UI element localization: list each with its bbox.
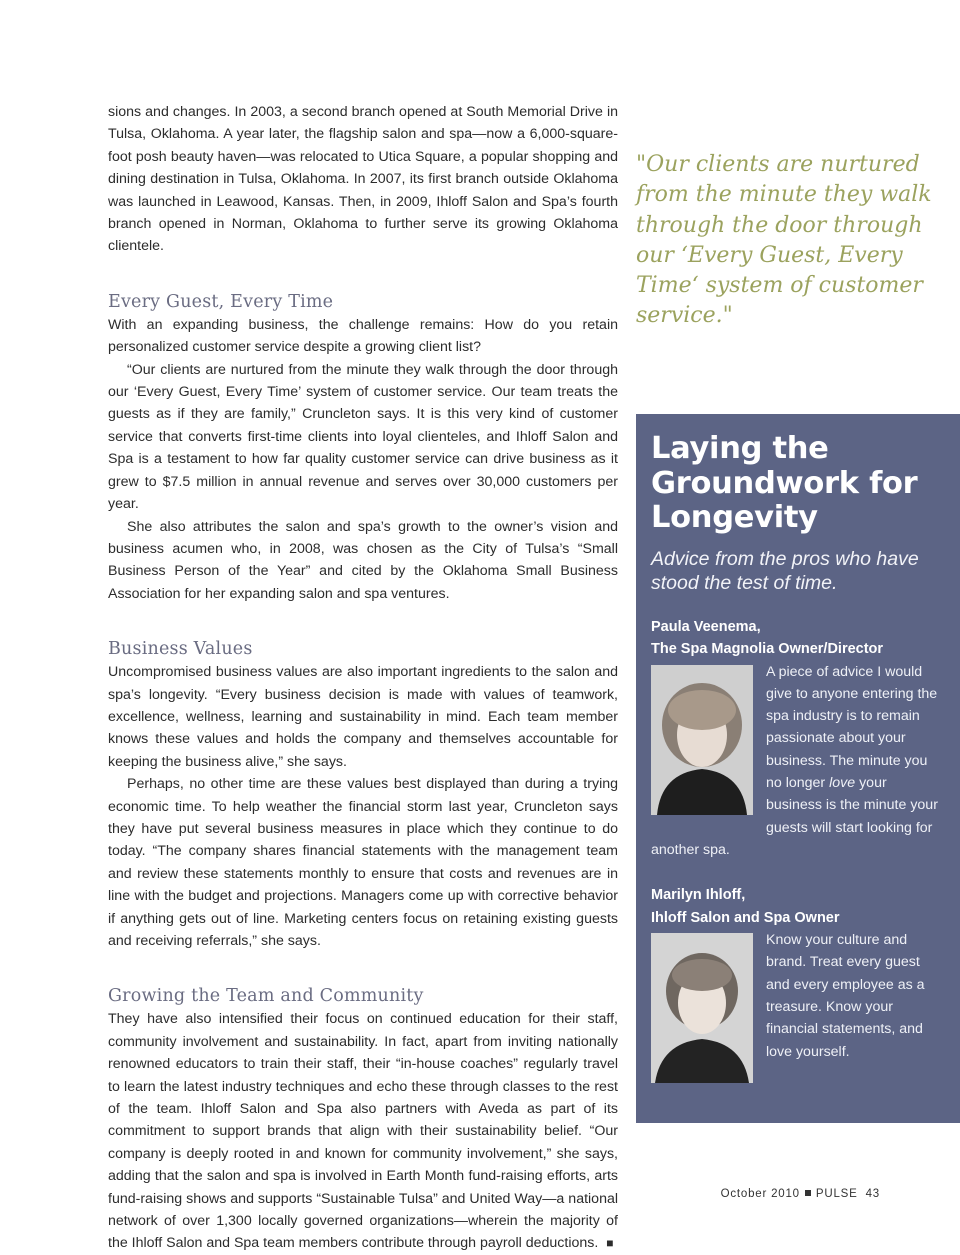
- body-paragraph: “Our clients are nurtured from the minute they walk through the door through our ‘Every Guest, Every Time’ system of customer service. Our team treats the guests as if they are family,” Cruncleton says. It is this very kind of customer service that converts first-time clients into loyal clienteles, and Ihloff Salon and Spa is a testament to how far quality customer service can drive business as it grew to $7.5 million in annual revenue and serves over 30,000 customers per year.: [108, 361, 618, 513]
- expert-role-line: Ihloff Salon and Spa Owner: [651, 909, 840, 926]
- body-paragraph: Uncompromised business values are also important ingredients to the salon and spa’s longevity. “Every business decision is made with values of teamwork, excellence, wellness, learning and sustainability in mind. Each team member knows these values and holds the company and themselves accountable for keeping the business alive,” she says.: [108, 664, 618, 770]
- article-column: [108, 101, 618, 1255]
- advice-sidebar: [636, 414, 960, 1123]
- quote-emphasis: love: [829, 774, 856, 791]
- footer-date: October 2010: [720, 1188, 800, 1200]
- end-mark-icon: ■: [606, 1236, 614, 1251]
- body-paragraph: With an expanding business, the challenge remains: How do you retain personalized customer service despite a growing client list?: [108, 316, 618, 356]
- pull-quote: "Our clients are nurtured from the minute they walk through the door through our ‘Every Guest, Every Time‘ system of customer service.": [636, 152, 932, 329]
- expert-name-line: Marilyn Ihloff,: [651, 887, 746, 904]
- body-paragraph-text: They have also intensified their focus on continued education for their staff, community involvement and sustainability. In fact, apart from inviting nationally renowned educators to train their staff, their “in-house coaches” regularly travel to learn the latest industry techniques and echo these through classes to the rest of the team. Ihloff Salon and Spa also partners with Aveda as part of its commitment to support brands that align with their sustainability belief. “Our company is deeply rooted in and known for community involvement,” she says, adding that the salon and spa is involved in Earth Month fund-raising efforts, arts fund-raising shows and supports “Sustainable Tulsa” and United Way—a national network of over 1,300 locally governed organizations—wherein the majority of the Ihloff Salon and Spa team members contribute through payroll deductions.: [108, 1011, 618, 1252]
- quote-text: Know your culture and brand. Treat every guest and every employee as a treasure. Know your financial statements, and love yourself.: [766, 932, 925, 1060]
- intro-paragraph: sions and changes. In 2003, a second branch opened at South Memorial Drive in Tulsa, Oklahoma. A year later, the flagship salon and spa—now a 6,000-square-foot posh beauty haven—was relocated to Utica Square, a popular shopping and dining destination in Tulsa, Oklahoma. In 2007, its first branch outside Oklahoma was launched in Leawood, Kansas. Then, in 2009, Ihloff Salon and Spa’s fourth branch opened in Norman, Oklahoma to further serve its growing Oklahoma clientele.: [108, 104, 618, 255]
- section-heading: Growing the Team and Community: [108, 986, 424, 1007]
- body-paragraph: [108, 1008, 618, 1254]
- expert-quote: [651, 661, 944, 862]
- portrait-photo: [651, 665, 753, 815]
- page-number: 43: [865, 1188, 880, 1200]
- quote-text: A piece of advice I would give to anyone entering the spa industry is to remain passionate about your business. The minute you no longer: [766, 663, 938, 791]
- expert-name: [651, 616, 944, 661]
- section-heading: Business Values: [108, 639, 253, 660]
- sidebar-title: Laying the Groundwork for Longevity: [651, 431, 918, 535]
- footer-magazine: PULSE: [815, 1188, 858, 1200]
- expert-quote: [651, 929, 944, 1063]
- portrait-photo: [651, 933, 753, 1083]
- quote-text: your business is the minute your guests will start looking for another spa.: [651, 774, 938, 858]
- section-heading: Every Guest, Every Time: [108, 291, 334, 312]
- body-paragraph: She also attributes the salon and spa’s growth to the owner’s vision and business acumen who, in 2008, was chosen as the City of Tulsa’s “Small Business Person of the Year” and cited by the Oklahoma Small Business Association for her expanding salon and spa ventures.: [108, 518, 618, 602]
- body-paragraph: Perhaps, no other time are these values best displayed than during a trying economic time. To help weather the financial storm last year, Cruncleton says they have put several business measures in place which they continue to do today. “The company shares financial statements with the management team and review these statements monthly to ensure that costs and revenues are in line with the budget and projections. Managers come up with corrective behavior if anything gets out of line. Marketing centers focus on retaining existing guests and receiving referrals,” she says.: [108, 776, 618, 949]
- page-footer: [721, 1188, 880, 1200]
- expert-name-line: Paula Veenema,: [651, 618, 761, 635]
- expert-role-line: The Spa Magnolia Owner/Director: [651, 641, 884, 657]
- square-bullet-icon: [805, 1190, 811, 1196]
- sidebar-dek: Advice from the pros who have stood the test of time.: [651, 547, 919, 594]
- expert-name: [651, 884, 944, 929]
